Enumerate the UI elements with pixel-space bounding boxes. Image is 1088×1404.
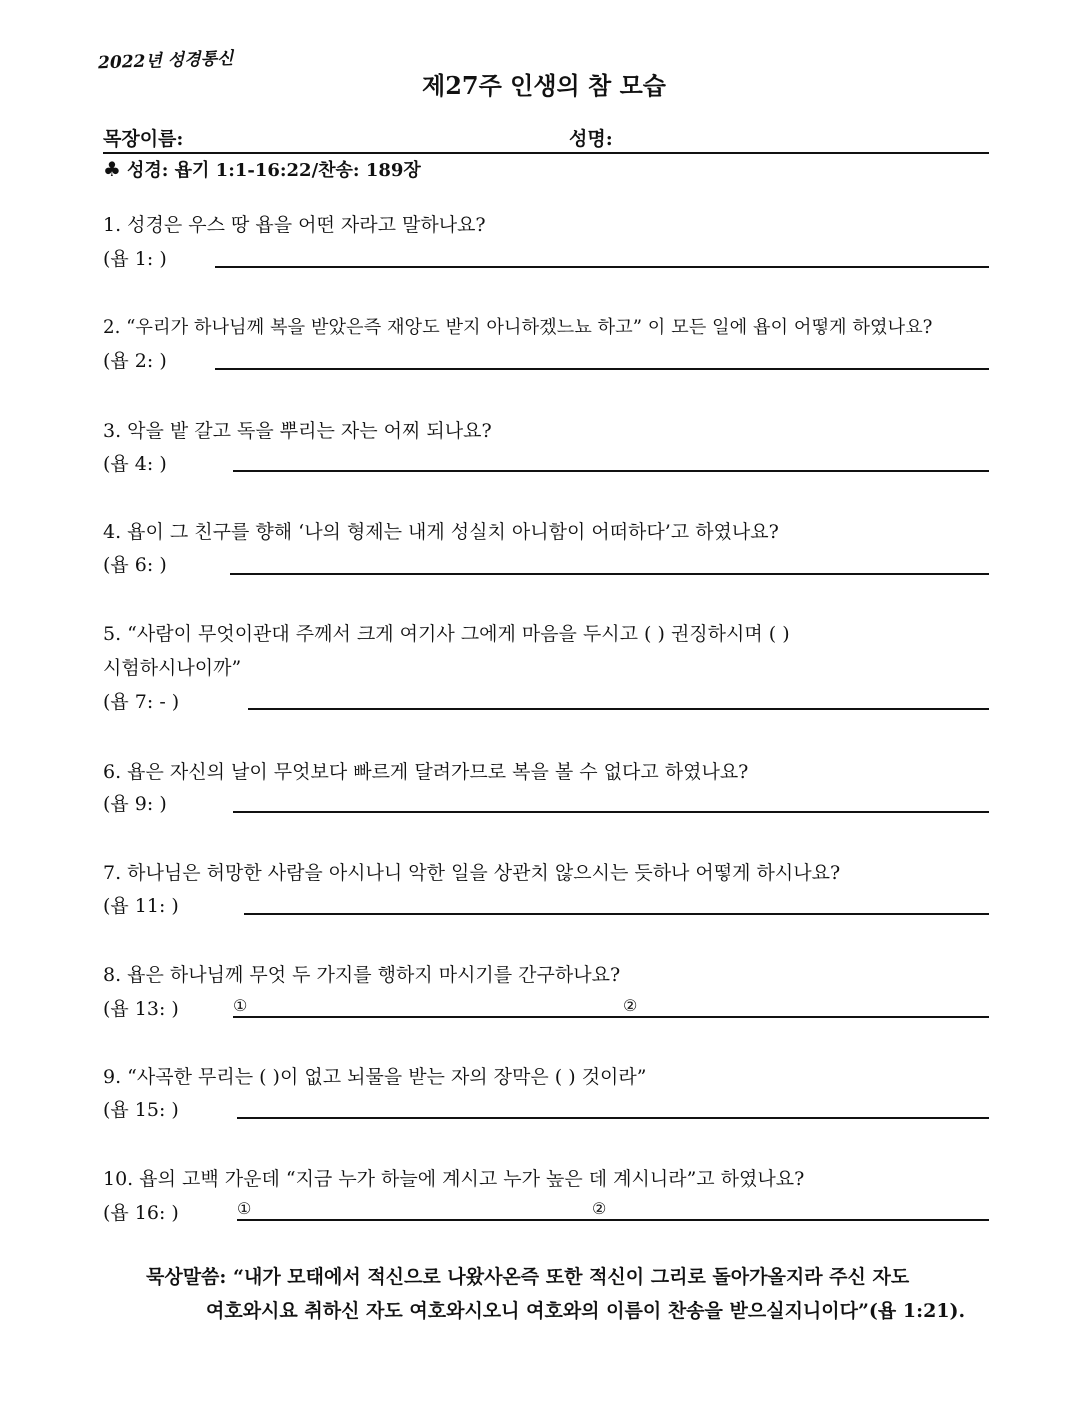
answer-ref-2: (욥 2: ) bbox=[103, 350, 167, 372]
answer-line-4[interactable] bbox=[230, 573, 989, 575]
question-9: 9. “사곡한 무리는 ( )이 없고 뇌물을 받는 자의 장막은 ( ) 것이라” bbox=[103, 1066, 647, 1088]
answer-line-6[interactable] bbox=[233, 811, 989, 813]
answer-ref-7: (욥 11: ) bbox=[103, 895, 179, 917]
answer-line-7[interactable] bbox=[244, 913, 989, 915]
answer-line-1[interactable] bbox=[215, 266, 989, 268]
question-8: 8. 욥은 하나님께 무엇 두 가지를 행하지 마시기를 간구하나요? bbox=[103, 964, 621, 986]
question-1: 1. 성경은 우스 땅 욥을 어떤 자라고 말하나요? bbox=[103, 214, 486, 236]
answer-line-8[interactable] bbox=[233, 1016, 989, 1018]
memory-verse-line-2: 여호와시요 취하신 자도 여호와시오니 여호와의 이름이 찬송을 받으실지니이다”(욥 1:21). bbox=[206, 1300, 966, 1322]
answer-line-9[interactable] bbox=[237, 1117, 989, 1119]
answer-line-2[interactable] bbox=[215, 368, 989, 370]
answer-ref-4: (욥 6: ) bbox=[103, 554, 167, 576]
answer-line-3[interactable] bbox=[233, 470, 989, 472]
marker-2: ② bbox=[623, 996, 638, 1015]
marker-1: ① bbox=[233, 996, 248, 1015]
answer-ref-3: (욥 4: ) bbox=[103, 453, 167, 475]
question-5-cont: 시험하시나이까” bbox=[103, 657, 242, 679]
question-2: 2. “우리가 하나님께 복을 받았은즉 재앙도 받지 아니하겠느뇨 하고” 이 모든 일에 욥이 어떻게 하였나요? bbox=[103, 317, 933, 338]
answer-line-10[interactable] bbox=[237, 1219, 989, 1221]
scripture-text: 성경: 욥기 1:1-16:22/찬송: 189장 bbox=[126, 160, 421, 181]
question-3: 3. 악을 밭 갈고 독을 뿌리는 자는 어찌 되나요? bbox=[103, 420, 492, 442]
answer-ref-8: (욥 13: ) bbox=[103, 998, 179, 1020]
header-note: 2022년 성경통신 bbox=[97, 48, 234, 74]
question-10: 10. 욥의 고백 가운데 “지금 누가 하늘에 계시고 누가 높은 데 계시니라”고 하였나요? bbox=[103, 1168, 805, 1190]
name-label: 성명: bbox=[569, 128, 613, 150]
memory-verse-line-1: 묵상말씀: “내가 모태에서 적신으로 나왔사온즉 또한 적신이 그리로 돌아가올지라 주신 자도 bbox=[146, 1266, 910, 1288]
mokjang-label: 목장이름: bbox=[103, 128, 184, 150]
question-7: 7. 하나님은 허망한 사람을 아시나니 악한 일을 상관치 않으시는 듯하나 어떻게 하시나요? bbox=[103, 862, 841, 884]
marker-1: ① bbox=[237, 1199, 252, 1218]
answer-ref-9: (욥 15: ) bbox=[103, 1099, 179, 1121]
club-icon: ♣ bbox=[103, 157, 121, 181]
scripture-line bbox=[103, 156, 421, 182]
page-title: 제27주 인생의 참 모습 bbox=[422, 71, 666, 100]
answer-ref-6: (욥 9: ) bbox=[103, 793, 167, 815]
answer-ref-10: (욥 16: ) bbox=[103, 1202, 179, 1224]
answer-ref-1: (욥 1: ) bbox=[103, 248, 167, 270]
question-6: 6. 욥은 자신의 날이 무엇보다 빠르게 달려가므로 복을 볼 수 없다고 하였나요? bbox=[103, 761, 749, 783]
answer-ref-5: (욥 7: - ) bbox=[103, 691, 180, 713]
marker-2: ② bbox=[592, 1199, 607, 1218]
question-5: 5. “사람이 무엇이관대 주께서 크게 여기사 그에게 마음을 두시고 ( ) 권징하시며 ( ) bbox=[103, 623, 790, 645]
info-fields bbox=[103, 124, 989, 154]
answer-line-5[interactable] bbox=[248, 708, 989, 710]
question-4: 4. 욥이 그 친구를 향해 ‘나의 형제는 내게 성실치 아니함이 어떠하다’고 하였나요? bbox=[103, 521, 779, 543]
